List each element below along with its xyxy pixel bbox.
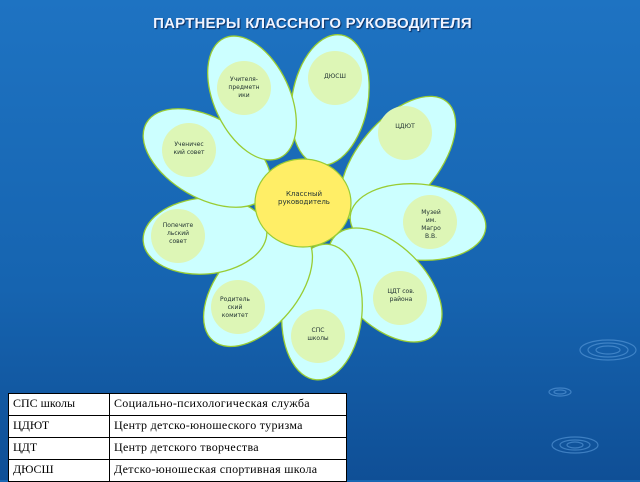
legend-abbr: ДЮСШ	[9, 460, 110, 482]
table-row	[9, 394, 347, 416]
petal-label-museum: Музей им. Магро В.В.	[421, 209, 441, 240]
table-row	[9, 460, 347, 482]
legend-abbr: ЦДТ	[9, 438, 110, 460]
legend-full: Детско-юношеская спортивная школа	[110, 460, 347, 482]
petal-label-students: Ученичес кий совет	[173, 141, 205, 156]
page-title: ПАРТНЕРЫ КЛАССНОГО РУКОВОДИТЕЛЯ	[153, 15, 472, 32]
legend-abbr: СПС школы	[9, 394, 110, 416]
petal-label-dyussh: ДЮСШ	[324, 73, 346, 80]
legend-full: Центр детского творчества	[110, 438, 347, 460]
abbreviation-legend-table	[8, 393, 347, 482]
petal-label-parents: Родитель ский комитет	[220, 296, 250, 319]
petal-tsdyut-disc	[378, 106, 432, 160]
legend-abbr: ЦДЮТ	[9, 416, 110, 438]
legend-full: Центр детско-юношеского туризма	[110, 416, 347, 438]
petal-label-tsdyut: ЦДЮТ	[395, 123, 415, 130]
petal-label-teachers: Учителя-предметн ики	[228, 76, 260, 99]
table-row	[9, 438, 347, 460]
petal-label-sps: СПС школы	[307, 327, 329, 342]
petal-label-tsdt: ЦДТ сов. района	[387, 288, 415, 303]
legend-full: Социально-психологическая служба	[110, 394, 347, 416]
center-label: Классный руководитель	[278, 190, 330, 206]
petal-label-trustees: Попечите льский совет	[162, 222, 194, 245]
table-row	[9, 416, 347, 438]
